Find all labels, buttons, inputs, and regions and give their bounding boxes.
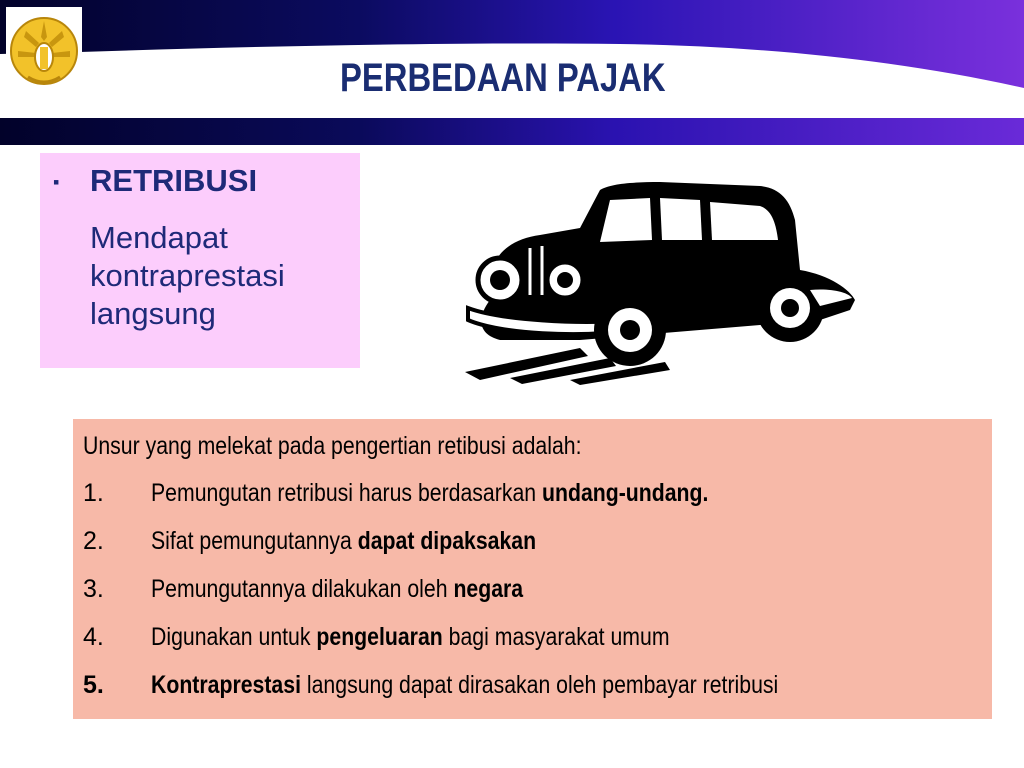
bullet-icon: ▪ [53,172,60,192]
list-item-text: Pemungutannya dilakukan oleh negara [151,575,524,603]
university-logo-icon [6,7,82,97]
unsur-intro: Unsur yang melekat pada pengertian retibusi adalah: [83,432,582,460]
unsur-list-content [83,429,982,709]
list-item [83,661,982,709]
list-item-number: 5. [83,671,104,699]
vintage-car-icon [460,180,860,385]
retribusi-description: Mendapat kontraprestasi langsung [90,220,285,331]
list-item-number: 4. [83,623,104,651]
list-item-text: Kontraprestasi langsung dapat dirasakan oleh pembayar retribusi [151,671,779,699]
retribusi-heading: RETRIBUSI [90,163,258,198]
title-underline-bar [0,118,1024,145]
list-item-number: 2. [83,527,104,555]
list-item [83,613,982,661]
list-item-number: 3. [83,575,104,603]
list-item-number: 1. [83,479,104,507]
page-title: PERBEDAAN PAJAK [340,56,666,100]
list-item-text: Sifat pemungutannya dapat dipaksakan [151,527,537,555]
list-item [83,469,982,517]
list-item [83,565,982,613]
university-logo [6,7,82,97]
vintage-car-illustration [460,180,860,390]
list-item [83,517,982,565]
unsur-list-box [73,419,992,719]
list-item-text: Pemungutan retribusi harus berdasarkan undang-undang. [151,479,709,507]
list-item-text: Digunakan untuk pengeluaran bagi masyarakat umum [151,623,670,651]
